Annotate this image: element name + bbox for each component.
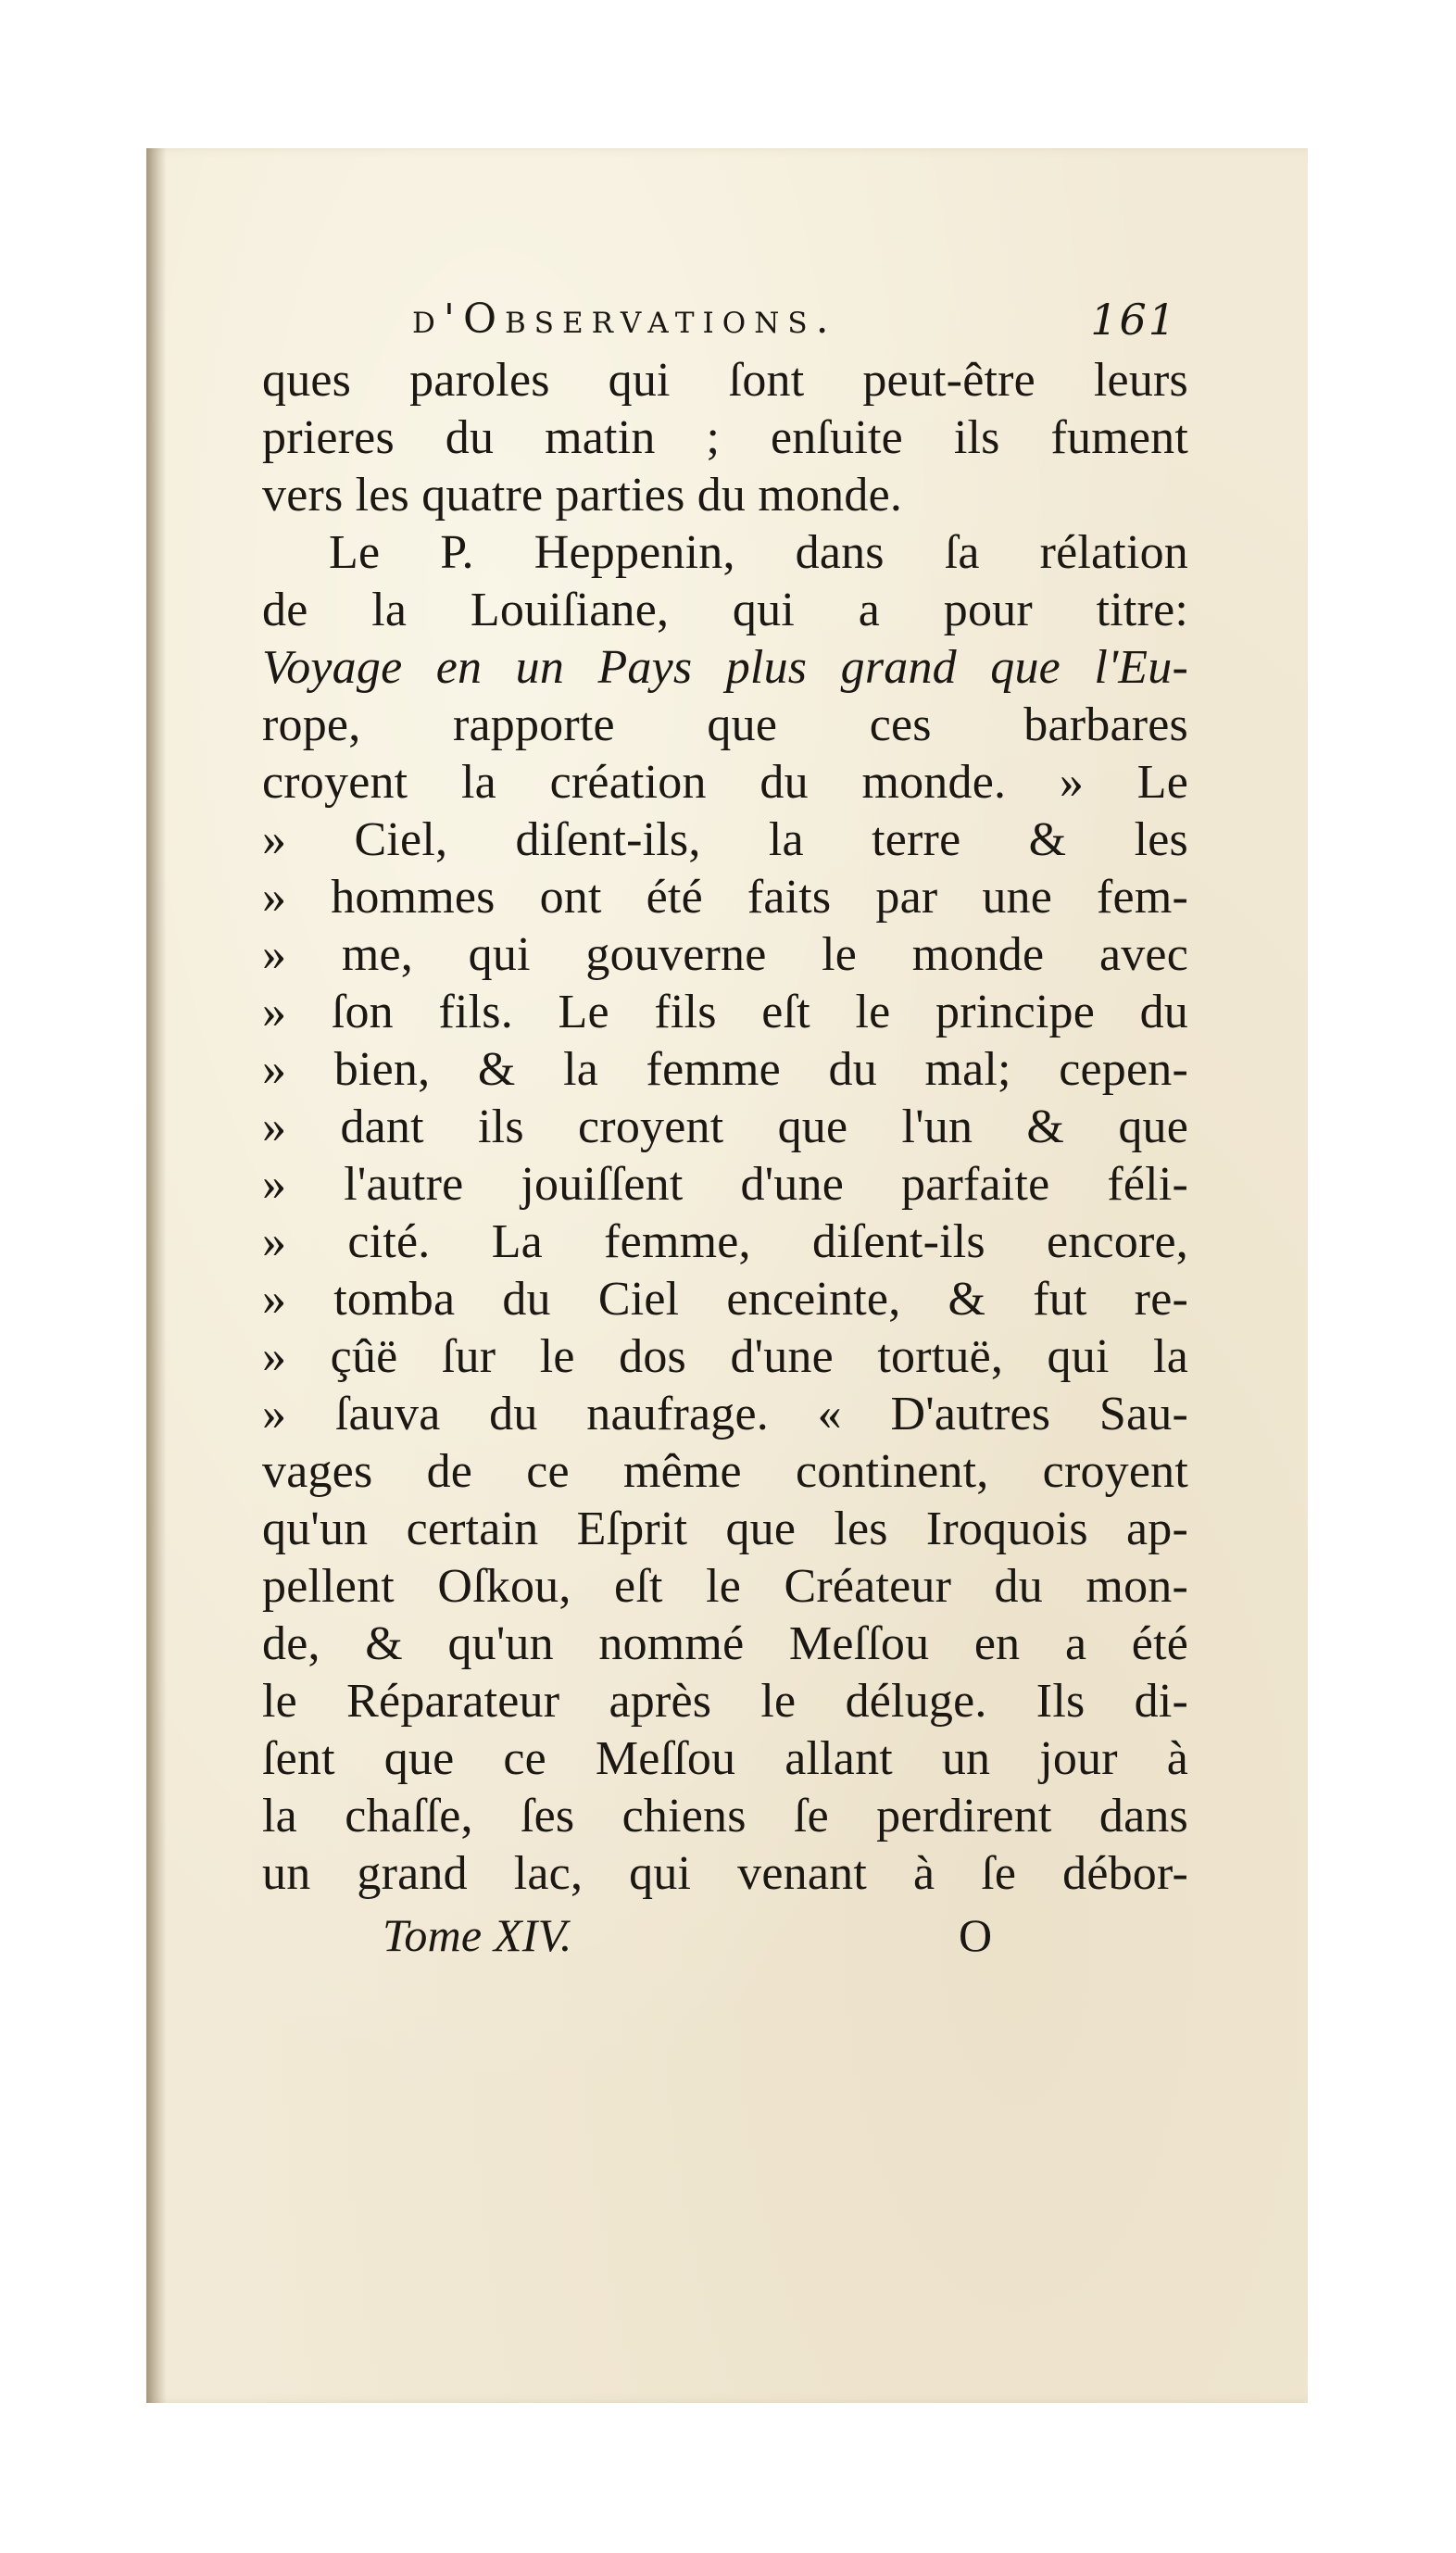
text-line-3: vers les quatre parties du monde.	[262, 469, 903, 522]
text-line-19: » ſauva du naufrage. « D'autres Sau-	[262, 1388, 1188, 1440]
text-line-18: » çûë ſur le dos d'une tortuë, qui la	[262, 1330, 1188, 1383]
text-line-4: Le P. Heppenin, dans ſa rélation	[329, 526, 1188, 579]
volume-label: Tome XIV.	[383, 1909, 572, 1961]
signature-mark: O	[959, 1909, 993, 1961]
text-line-12: » ſon fils. Le fils eſt le principe du	[262, 986, 1188, 1038]
text-line-11: » me, qui gouverne le monde avec	[262, 928, 1188, 981]
text-line-15: » l'autre jouiſſent d'une parfaite féli-	[262, 1158, 1188, 1211]
text-line-8: croyent la création du monde. » Le	[262, 756, 1188, 809]
text-line-5: de la Louiſiane, qui a pour titre:	[262, 584, 1188, 636]
text-line-25: ſent que ce Meſſou allant un jour à	[262, 1732, 1188, 1785]
running-head	[262, 287, 1188, 352]
text-line-27: un grand lac, qui venant à ſe débor-	[262, 1847, 1188, 1900]
text-line-23: de, & qu'un nommé Meſſou en a été	[262, 1617, 1188, 1670]
page-number: 161	[1090, 295, 1177, 345]
text-line-24: le Réparateur après le déluge. Ils di-	[262, 1675, 1188, 1728]
text-line-17: » tomba du Ciel enceinte, & fut re-	[262, 1273, 1188, 1326]
page-footer	[262, 1906, 1188, 1968]
text-line-22: pellent Oſkou, eſt le Créateur du mon-	[262, 1560, 1188, 1613]
text-line-20: vages de ce même continent, croyent	[262, 1445, 1188, 1498]
text-line-10: » hommes ont été faits par une fem-	[262, 871, 1188, 924]
text-line-13: » bien, & la femme du mal; cepen-	[262, 1043, 1188, 1096]
running-title: d'Observations.	[412, 296, 837, 343]
text-line-21: qu'un certain Eſprit que les Iroquois ap-	[262, 1503, 1188, 1555]
text-line-14: » dant ils croyent que l'un & que	[262, 1100, 1188, 1153]
book-page	[146, 148, 1308, 2403]
text-line-16: » cité. La femme, diſent-ils encore,	[262, 1215, 1188, 1268]
page-text	[262, 287, 1188, 1968]
text-line-1: ques paroles qui ſont peut-être leurs	[262, 354, 1188, 407]
text-line-7: rope, rapporte que ces barbares	[262, 698, 1188, 751]
text-line-2: prieres du matin ; enſuite ils fument	[262, 411, 1188, 464]
text-line-26: la chaſſe, ſes chiens ſe perdirent dans	[262, 1790, 1188, 1842]
text-line-9: » Ciel, diſent-ils, la terre & les	[262, 813, 1188, 866]
text-line-6: Voyage en un Pays plus grand que l'Eu-	[262, 641, 1188, 694]
